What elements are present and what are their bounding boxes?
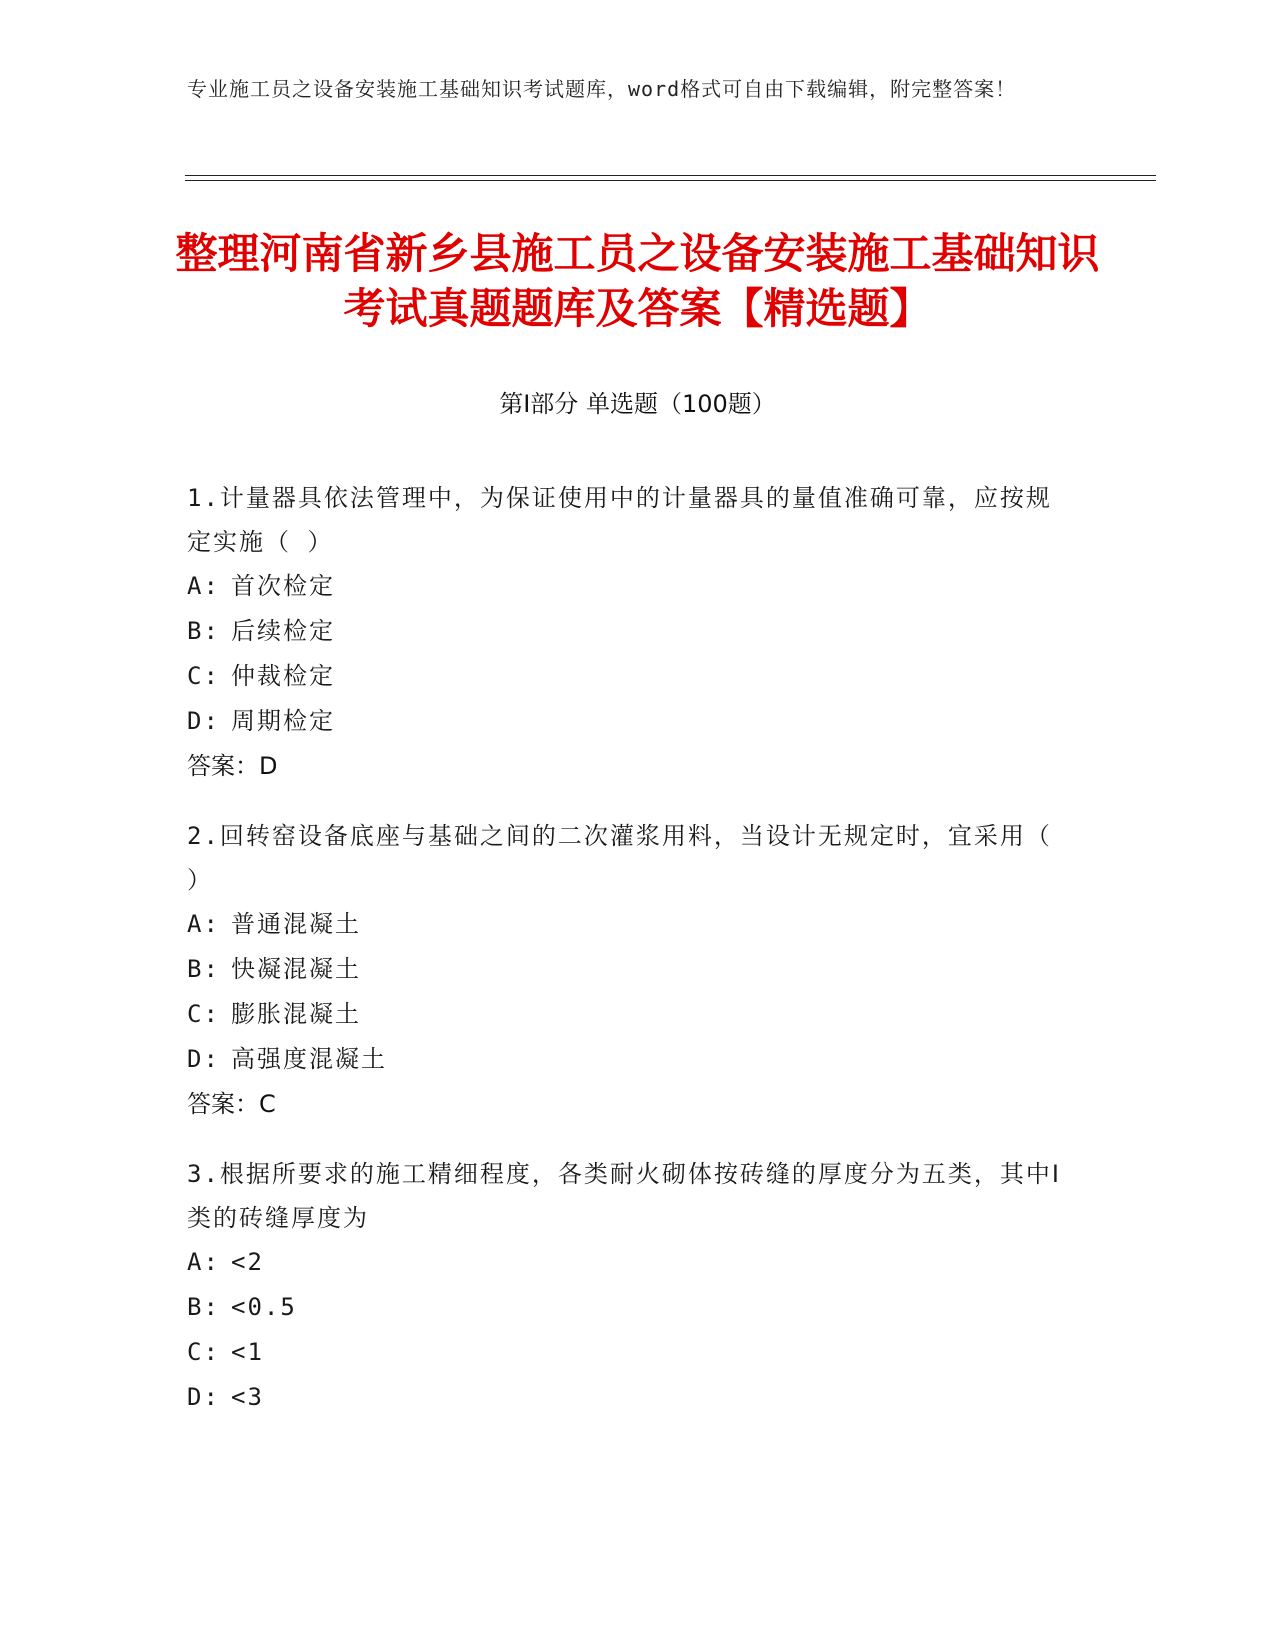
option-letter: C: <box>187 1000 220 1028</box>
option-c <box>187 992 1067 1037</box>
option-d <box>187 1375 1067 1420</box>
option-letter: A: <box>187 572 220 600</box>
header-rule-bottom <box>185 180 1156 181</box>
answer-line: 答案：C <box>187 1090 276 1118</box>
option-text: 高强度混凝土 <box>231 1045 387 1073</box>
option-text: <3 <box>231 1383 264 1411</box>
question-stem: 1.计量器具依法管理中，为保证使用中的计量器具的量值准确可靠，应按规定实施（ ） <box>187 484 1052 556</box>
header-rule-top <box>185 175 1156 176</box>
option-text: <0.5 <box>231 1293 297 1321</box>
option-text: 周期检定 <box>231 707 335 735</box>
option-b <box>187 609 1067 654</box>
option-letter: D: <box>187 707 220 735</box>
option-letter: A: <box>187 1248 220 1276</box>
option-text: 快凝混凝土 <box>231 955 361 983</box>
option-d <box>187 1037 1067 1082</box>
option-letter: A: <box>187 910 220 938</box>
option-b <box>187 1285 1067 1330</box>
document-header-text: 专业施工员之设备安装施工基础知识考试题库，word格式可自由下载编辑，附完整答案！ <box>187 77 1017 101</box>
option-b <box>187 947 1067 992</box>
option-text: <2 <box>231 1248 264 1276</box>
option-a <box>187 564 1067 609</box>
answer-line: 答案：D <box>187 752 278 780</box>
option-text: 普通混凝土 <box>231 910 361 938</box>
question-3 <box>187 1152 1067 1420</box>
option-text: 首次检定 <box>231 572 335 600</box>
option-a <box>187 902 1067 947</box>
section-title: 第Ⅰ部分 单选题（100题） <box>499 390 776 418</box>
option-letter: C: <box>187 662 220 690</box>
option-c <box>187 654 1067 699</box>
option-text: 膨胀混凝土 <box>231 1000 361 1028</box>
option-letter: D: <box>187 1383 220 1411</box>
option-letter: C: <box>187 1338 220 1366</box>
option-d <box>187 699 1067 744</box>
option-text: 仲裁检定 <box>231 662 335 690</box>
question-stem: 3.根据所要求的施工精细程度，各类耐火砌体按砖缝的厚度分为五类，其中Ⅰ类的砖缝厚度为 <box>187 1160 1061 1232</box>
option-letter: B: <box>187 1293 220 1321</box>
option-text: 后续检定 <box>231 617 335 645</box>
question-stem: 2.回转窑设备底座与基础之间的二次灌浆用料，当设计无规定时，宜采用（ ） <box>187 822 1052 894</box>
option-a <box>187 1240 1067 1285</box>
option-letter: B: <box>187 617 220 645</box>
option-c <box>187 1330 1067 1375</box>
question-list <box>187 476 1067 1445</box>
document-title: 整理河南省新乡县施工员之设备安装施工基础知识考试真题题库及答案【精选题】 <box>175 229 1100 333</box>
question-1 <box>187 476 1067 789</box>
option-text: <1 <box>231 1338 264 1366</box>
option-letter: D: <box>187 1045 220 1073</box>
question-2 <box>187 814 1067 1127</box>
option-letter: B: <box>187 955 220 983</box>
